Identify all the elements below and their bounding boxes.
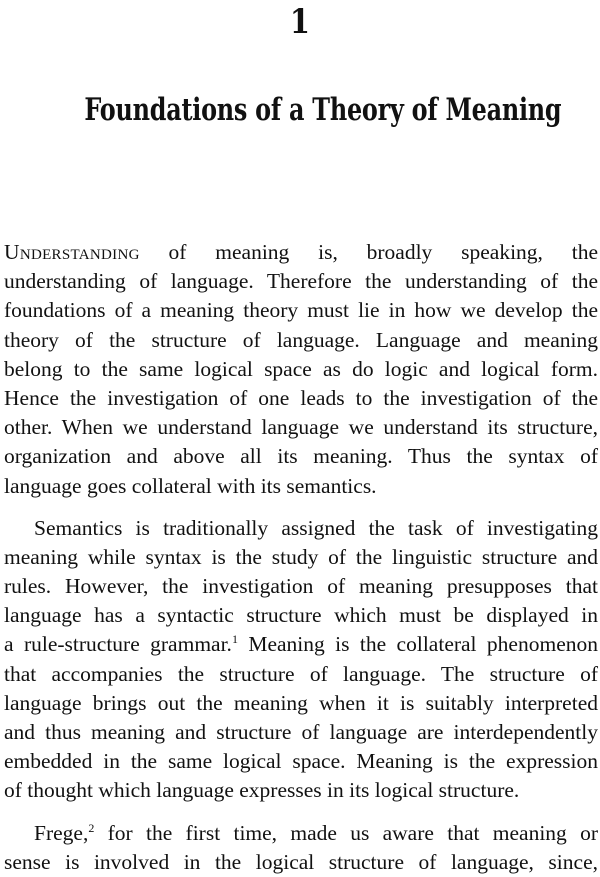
paragraph-lead-word: Understanding bbox=[4, 240, 140, 264]
text-line: language brings out the meaning when it is suitably interpreted bbox=[4, 690, 598, 715]
text-line: Frege,$^2$ for the first time, made us aware that meaning or bbox=[34, 820, 598, 845]
text-line: of thought which language expresses in its logical structure. bbox=[4, 778, 520, 803]
footnote-marker: 1 bbox=[231, 632, 238, 647]
text-line: that accompanies the structure of language. The structure of bbox=[4, 661, 598, 686]
text-line: belong to the same logical space as do logic and logical form. bbox=[4, 356, 598, 381]
paragraph-gap bbox=[4, 806, 598, 819]
text-line: Semantics is traditionally assigned the task of investigating bbox=[34, 515, 598, 540]
text-line: meaning while syntax is the study of the linguistic structure and bbox=[4, 544, 598, 569]
body-text bbox=[4, 238, 598, 877]
text-line: Understanding of meaning is, broadly speaking, the bbox=[4, 240, 598, 264]
paragraph-gap bbox=[4, 501, 598, 514]
text-line: organization and above all its meaning. Thus the syntax of bbox=[4, 444, 598, 469]
chapter-title: Foundations of a Theory of Meaning bbox=[84, 92, 562, 128]
text-line: language goes collateral with its semantics. bbox=[4, 473, 377, 498]
text-line: sense is involved in the logical structure of language, since, bbox=[4, 849, 598, 874]
text-line: embedded in the same logical space. Meaning is the expression bbox=[4, 749, 598, 774]
paragraph bbox=[4, 819, 598, 877]
paragraph bbox=[4, 238, 598, 501]
text-line: theory of the structure of language. Language and meaning bbox=[4, 327, 598, 352]
text-line: and thus meaning and structure of language are interdependently bbox=[4, 720, 598, 744]
text-line: language has a syntactic structure which must be displayed in bbox=[4, 603, 598, 628]
text-line: foundations of a meaning theory must lie in how we develop the bbox=[4, 298, 598, 323]
text-line: rules. However, the investigation of meaning presupposes that bbox=[4, 574, 598, 599]
text-line: other. When we understand language we understand its structure, bbox=[4, 415, 598, 440]
footnote-marker: 2 bbox=[88, 820, 95, 835]
text-line: Hence the investigation of one leads to the investigation of the bbox=[4, 385, 598, 410]
chapter-number: 1 bbox=[289, 2, 311, 42]
text-line: a rule-structure grammar.$^1$ Meaning is the collateral phenomenon bbox=[4, 632, 598, 657]
paragraph bbox=[4, 514, 598, 806]
text-line: understanding of language. Therefore the understanding of the bbox=[4, 269, 598, 294]
